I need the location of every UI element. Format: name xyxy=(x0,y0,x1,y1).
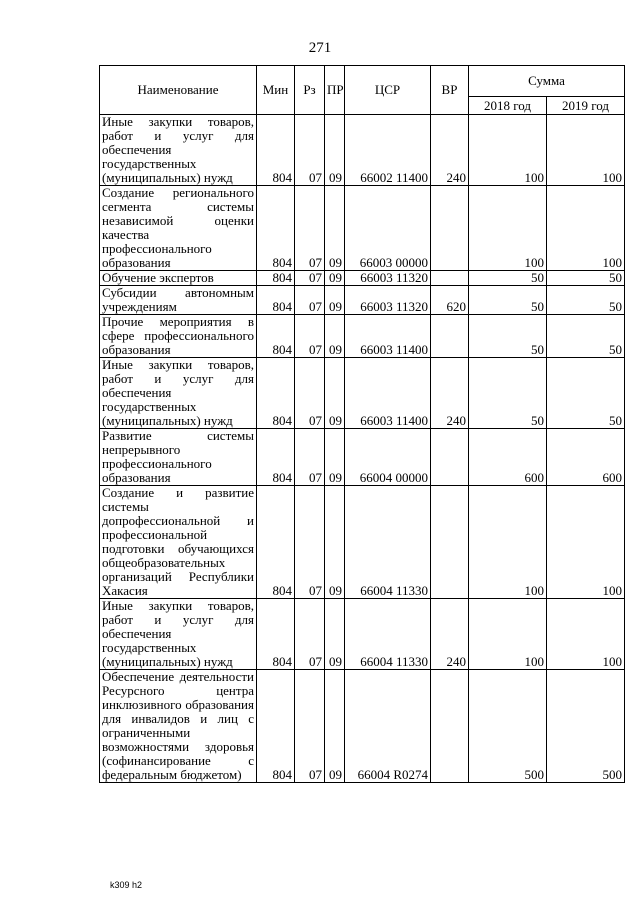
cell-csr: 66003 11400 xyxy=(345,315,431,358)
cell-rz: 07 xyxy=(295,358,325,429)
cell-min: 804 xyxy=(257,186,295,271)
cell-sum-2019: 50 xyxy=(547,271,625,286)
cell-min: 804 xyxy=(257,670,295,783)
header-year-2018: 2018 год xyxy=(469,97,547,115)
cell-pr: 09 xyxy=(325,486,345,599)
table-row xyxy=(100,286,625,315)
cell-vr xyxy=(431,271,469,286)
header-year-2019: 2019 год xyxy=(547,97,625,115)
cell-sum-2019: 600 xyxy=(547,429,625,486)
header-min: Мин xyxy=(257,66,295,115)
cell-sum-2018: 50 xyxy=(469,358,547,429)
cell-sum-2018: 100 xyxy=(469,115,547,186)
table-row xyxy=(100,429,625,486)
cell-sum-2019: 100 xyxy=(547,599,625,670)
cell-min: 804 xyxy=(257,429,295,486)
cell-min: 804 xyxy=(257,286,295,315)
cell-sum-2019: 50 xyxy=(547,315,625,358)
header-sum: Сумма xyxy=(469,66,625,97)
cell-rz: 07 xyxy=(295,115,325,186)
cell-csr: 66003 11320 xyxy=(345,271,431,286)
cell-name: Создание регионального сегмента системы независимой оценки качества профессионального образования xyxy=(100,186,257,271)
cell-pr: 09 xyxy=(325,271,345,286)
page-number: 271 xyxy=(308,40,332,56)
table-row xyxy=(100,358,625,429)
cell-pr: 09 xyxy=(325,358,345,429)
cell-csr: 66004 11330 xyxy=(345,486,431,599)
cell-pr: 09 xyxy=(325,315,345,358)
cell-name: Создание и развитие системы допрофессиональной и профессиональной подготовки обучающихся общеобразовательных организаций Республики Хакасия xyxy=(100,486,257,599)
table-row xyxy=(100,271,625,286)
cell-rz: 07 xyxy=(295,599,325,670)
footer-code: k309 h2 xyxy=(110,880,143,890)
cell-min: 804 xyxy=(257,115,295,186)
header-csr: ЦСР xyxy=(345,66,431,115)
cell-vr: 240 xyxy=(431,599,469,670)
cell-name: Прочие мероприятия в сфере профессионального образования xyxy=(100,315,257,358)
cell-pr: 09 xyxy=(325,115,345,186)
header-rz: Рз xyxy=(295,66,325,115)
header-pr: ПР xyxy=(325,66,345,115)
cell-rz: 07 xyxy=(295,670,325,783)
cell-min: 804 xyxy=(257,599,295,670)
cell-pr: 09 xyxy=(325,286,345,315)
cell-sum-2018: 600 xyxy=(469,429,547,486)
cell-csr: 66003 11320 xyxy=(345,286,431,315)
table-row xyxy=(100,486,625,599)
cell-pr: 09 xyxy=(325,186,345,271)
cell-csr: 66004 R0274 xyxy=(345,670,431,783)
cell-vr xyxy=(431,315,469,358)
cell-sum-2018: 50 xyxy=(469,286,547,315)
header-vr: ВР xyxy=(431,66,469,115)
cell-sum-2019: 50 xyxy=(547,358,625,429)
cell-vr: 240 xyxy=(431,358,469,429)
table-row xyxy=(100,115,625,186)
cell-name: Иные закупки товаров, работ и услуг для обеспечения государственных (муниципальных) нужд xyxy=(100,115,257,186)
cell-csr: 66002 11400 xyxy=(345,115,431,186)
cell-sum-2019: 100 xyxy=(547,486,625,599)
cell-name: Субсидии автономным учреждениям xyxy=(100,286,257,315)
table-row xyxy=(100,670,625,783)
cell-csr: 66004 11330 xyxy=(345,599,431,670)
cell-name: Иные закупки товаров, работ и услуг для обеспечения государственных (муниципальных) нужд xyxy=(100,599,257,670)
cell-rz: 07 xyxy=(295,286,325,315)
cell-rz: 07 xyxy=(295,429,325,486)
cell-csr: 66003 11400 xyxy=(345,358,431,429)
table-body xyxy=(100,115,625,783)
cell-rz: 07 xyxy=(295,186,325,271)
header-name: Наименование xyxy=(100,66,257,115)
cell-sum-2018: 50 xyxy=(469,271,547,286)
cell-sum-2018: 100 xyxy=(469,486,547,599)
cell-name: Обучение экспертов xyxy=(100,271,257,286)
cell-sum-2018: 100 xyxy=(469,599,547,670)
cell-sum-2018: 50 xyxy=(469,315,547,358)
cell-min: 804 xyxy=(257,271,295,286)
cell-vr: 240 xyxy=(431,115,469,186)
cell-min: 804 xyxy=(257,486,295,599)
table-row xyxy=(100,315,625,358)
cell-sum-2019: 500 xyxy=(547,670,625,783)
cell-sum-2019: 100 xyxy=(547,115,625,186)
cell-vr xyxy=(431,186,469,271)
cell-rz: 07 xyxy=(295,315,325,358)
cell-csr: 66004 00000 xyxy=(345,429,431,486)
cell-min: 804 xyxy=(257,358,295,429)
cell-name: Иные закупки товаров, работ и услуг для обеспечения государственных (муниципальных) нужд xyxy=(100,358,257,429)
cell-sum-2018: 500 xyxy=(469,670,547,783)
cell-csr: 66003 00000 xyxy=(345,186,431,271)
table-row xyxy=(100,186,625,271)
cell-pr: 09 xyxy=(325,670,345,783)
cell-min: 804 xyxy=(257,315,295,358)
cell-rz: 07 xyxy=(295,271,325,286)
cell-sum-2019: 100 xyxy=(547,186,625,271)
cell-vr xyxy=(431,670,469,783)
cell-vr: 620 xyxy=(431,286,469,315)
budget-table xyxy=(99,65,625,783)
cell-pr: 09 xyxy=(325,599,345,670)
cell-vr xyxy=(431,486,469,599)
cell-sum-2019: 50 xyxy=(547,286,625,315)
cell-pr: 09 xyxy=(325,429,345,486)
table-row xyxy=(100,599,625,670)
cell-rz: 07 xyxy=(295,486,325,599)
cell-sum-2018: 100 xyxy=(469,186,547,271)
cell-name: Развитие системы непрерывного профессионального образования xyxy=(100,429,257,486)
cell-name: Обеспечение деятельности Ресурсного центра инклюзивного образования для инвалидов и лиц с ограниченными возможностями здоровья (софинансирование с федеральным бюджетом) xyxy=(100,670,257,783)
cell-vr xyxy=(431,429,469,486)
